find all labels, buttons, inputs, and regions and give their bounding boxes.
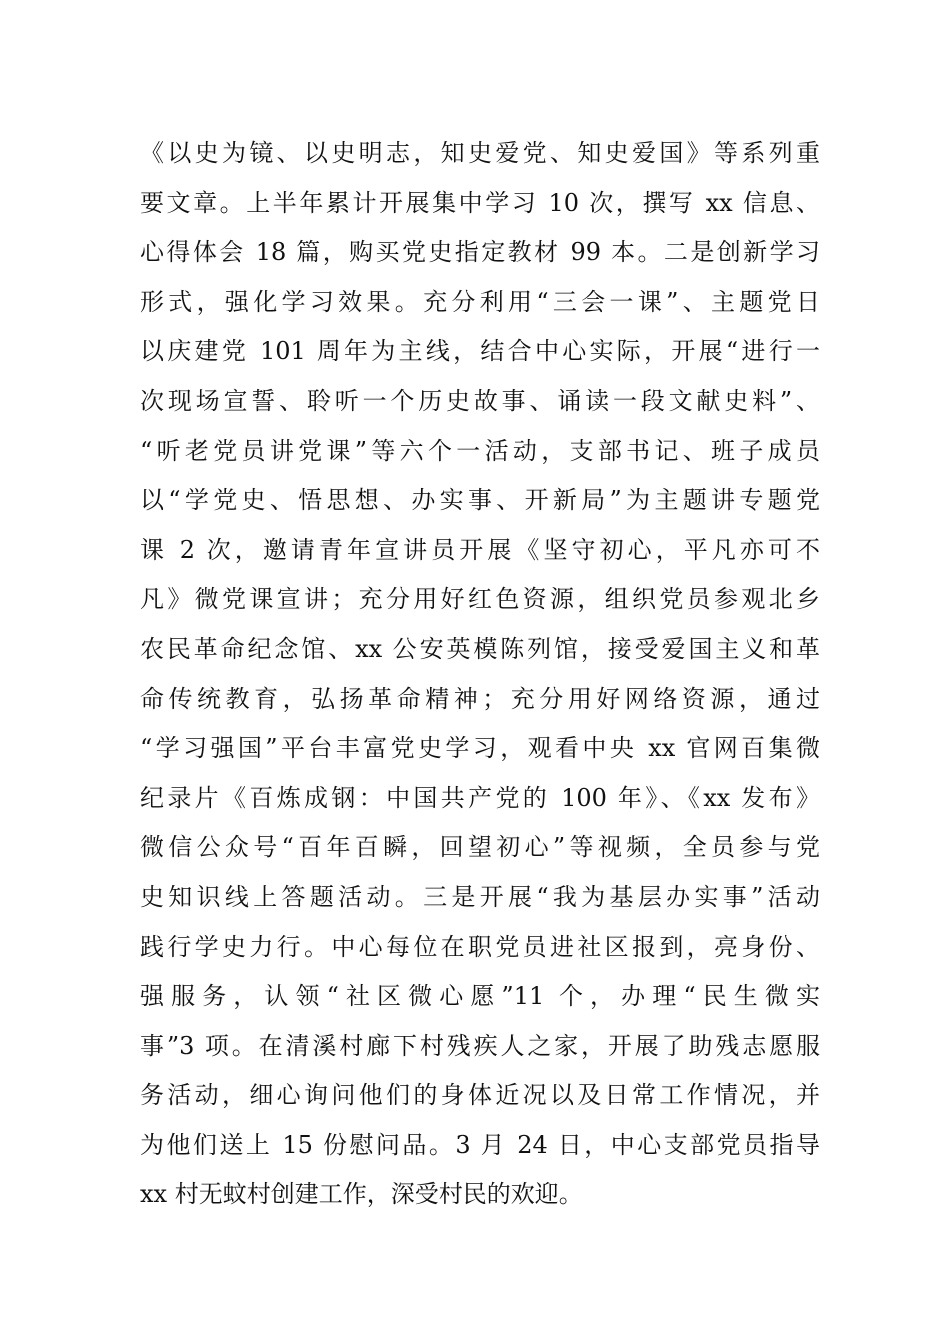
text-line: 命传统教育，弘扬革命精神；充分用好网络资源，通过	[140, 684, 820, 713]
text-line: 事”3 项。在清溪村廊下村残疾人之家，开展了助残志愿服	[140, 1031, 820, 1060]
text-line: 农民革命纪念馆、xx 公安英模陈列馆，接受爱国主义和革	[140, 634, 820, 663]
text-line: 纪录片《百炼成钢：中国共产党的 100 年》、《xx 发布》	[140, 783, 820, 812]
body-paragraph	[140, 129, 820, 1220]
text-line: “听老党员讲党课”等六个一活动，支部书记、班子成员	[140, 436, 820, 465]
text-line: 史知识线上答题活动。三是开展“我为基层办实事”活动	[140, 882, 820, 911]
text-line: 心得体会 18 篇，购买党史指定教材 99 本。二是创新学习	[140, 238, 820, 267]
text-line: 以庆建党 101 周年为主线，结合中心实际，开展“进行一	[140, 337, 820, 366]
text-line: 次现场宣誓、聆听一个历史故事、诵读一段文献史料”、	[140, 386, 820, 415]
text-line: 以“学党史、悟思想、办实事、开新局”为主题讲专题党	[140, 486, 820, 515]
text-line: xx 村无蚊村创建工作，深受村民的欢迎。	[140, 1180, 583, 1209]
text-line: 形式，强化学习效果。充分利用“三会一课”、主题党日	[140, 287, 820, 316]
text-line: 为他们送上 15 份慰问品。3 月 24 日，中心支部党员指导	[140, 1130, 820, 1159]
text-line: 强服务，认领“社区微心愿”11 个，办理“民生微实	[140, 982, 820, 1011]
text-line: 课 2 次，邀请青年宣讲员开展《坚守初心，平凡亦可不	[140, 535, 820, 564]
text-line: 务活动，细心询问他们的身体近况以及日常工作情况，并	[140, 1081, 820, 1110]
text-line: “学习强国”平台丰富党史学习，观看中央 xx 官网百集微	[140, 734, 820, 763]
text-line: 要文章。上半年累计开展集中学习 10 次，撰写 xx 信息、	[140, 188, 820, 217]
text-line: 践行学史力行。中心每位在职党员进社区报到，亮身份、	[140, 932, 820, 961]
text-line: 微信公众号“百年百瞬，回望初心”等视频，全员参与党	[140, 833, 820, 862]
text-line: 凡》微党课宣讲；充分用好红色资源，组织党员参观北乡	[140, 585, 820, 614]
text-line: 《以史为镜、以史明志，知史爱党、知史爱国》等系列重	[140, 139, 820, 167]
